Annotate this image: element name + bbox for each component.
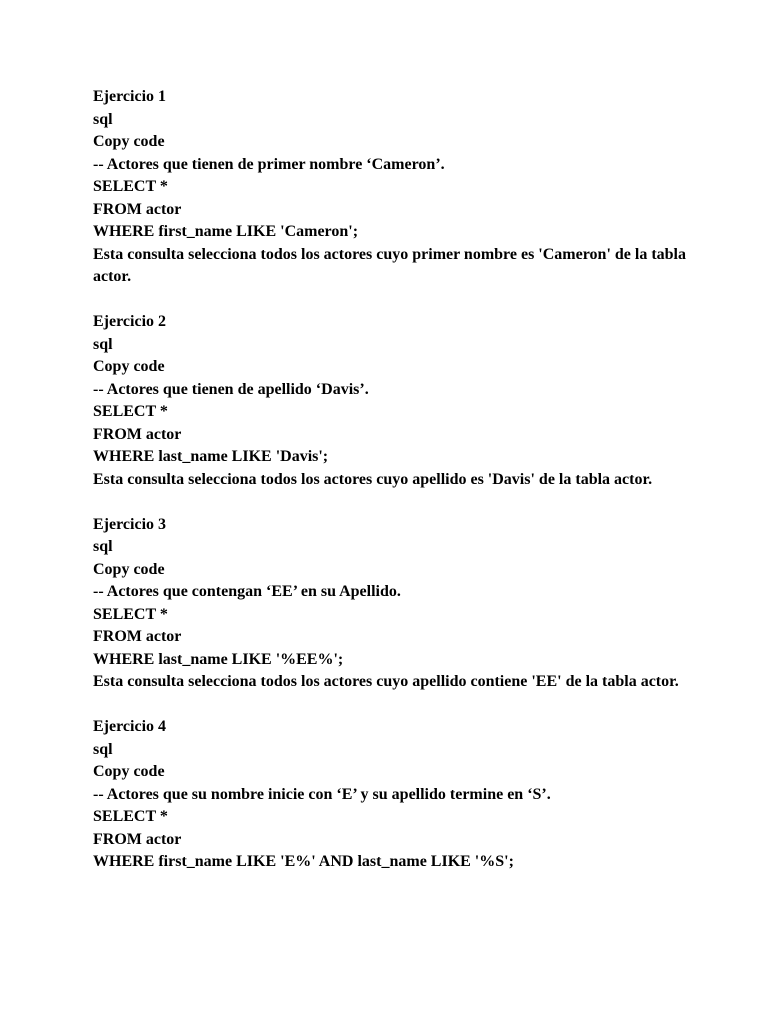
exercise-3 [93, 514, 693, 694]
code-line: WHERE first_name LIKE 'E%' AND last_name LIKE '%S'; [93, 853, 514, 870]
exercise-explanation: Esta consulta selecciona todos los actores cuyo apellido contiene 'EE' de la tabla actor. [93, 673, 679, 690]
exercise-2 [93, 311, 693, 491]
code-line: FROM actor [93, 830, 182, 848]
code-line: FROM actor [93, 628, 182, 645]
code-language-label: sql [93, 335, 113, 353]
code-line: WHERE last_name LIKE 'Davis'; [93, 448, 329, 465]
exercise-explanation: Esta consulta selecciona todos los actores cuyo primer nombre es 'Cameron' de la tabla actor. [93, 245, 690, 285]
code-line: WHERE first_name LIKE 'Cameron'; [93, 223, 359, 240]
copy-code-button[interactable]: Copy code [93, 560, 165, 578]
exercise-title: Ejercicio 2 [93, 313, 167, 330]
copy-code-button[interactable]: Copy code [93, 358, 165, 375]
code-line: WHERE last_name LIKE '%EE%'; [93, 650, 344, 668]
code-line: SELECT * [93, 605, 168, 623]
exercise-title: Ejercicio 4 [93, 718, 167, 735]
code-comment: -- Actores que su nombre inicie con ‘E’ y su apellido termine en ‘S’. [93, 785, 551, 803]
code-comment: -- Actores que tienen de primer nombre ‘Cameron’. [93, 155, 445, 173]
copy-code-button[interactable]: Copy code [93, 763, 165, 780]
code-line: FROM actor [93, 200, 182, 218]
code-language-label: sql [93, 538, 113, 555]
code-line: FROM actor [93, 425, 182, 443]
code-language-label: sql [93, 740, 113, 758]
exercise-4 [93, 716, 693, 874]
code-line: SELECT * [93, 403, 168, 420]
code-line: SELECT * [93, 178, 168, 195]
document-page [93, 86, 693, 896]
code-language-label: sql [93, 110, 113, 128]
code-comment: -- Actores que contengan ‘EE’ en su Apellido. [93, 583, 401, 600]
exercise-title: Ejercicio 3 [93, 515, 167, 533]
exercise-title: Ejercicio 1 [93, 88, 167, 105]
exercise-explanation: Esta consulta selecciona todos los actores cuyo apellido es 'Davis' de la tabla actor. [93, 470, 653, 488]
exercise-1 [93, 86, 693, 289]
code-line: SELECT * [93, 808, 168, 825]
code-comment: -- Actores que tienen de apellido ‘Davis’. [93, 380, 369, 398]
copy-code-button[interactable]: Copy code [93, 133, 165, 150]
